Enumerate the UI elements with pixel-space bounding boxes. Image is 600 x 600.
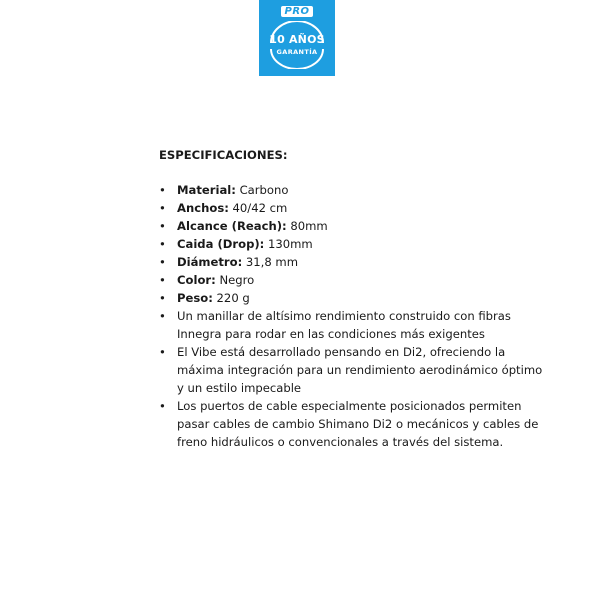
spec-description-cable-ports — [159, 397, 544, 451]
spec-item-reach — [159, 217, 544, 235]
spec-value: 130mm — [264, 237, 313, 251]
bullet-icon: • — [159, 309, 166, 323]
badge-warranty-label: GARANTÍA — [276, 48, 318, 56]
spec-item-widths — [159, 199, 544, 217]
spec-description-integration — [159, 343, 544, 397]
bullet-icon: • — [159, 237, 166, 251]
spec-label: Peso: — [177, 291, 213, 305]
pro-logo — [259, 6, 335, 17]
bullet-icon: • — [159, 201, 166, 215]
spec-item-diameter — [159, 253, 544, 271]
spec-value: 31,8 mm — [242, 255, 299, 269]
specifications-list — [159, 181, 544, 451]
spec-value: 40/42 cm — [228, 201, 288, 215]
spec-item-material — [159, 181, 544, 199]
bullet-icon: • — [159, 183, 166, 197]
bullet-icon: • — [159, 291, 166, 305]
spec-label: Color: — [177, 273, 216, 287]
spec-description-text: Un manillar de altísimo rendimiento construido con fibras Innegra para rodar en las condiciones más exigentes — [177, 309, 511, 341]
spec-description-performance — [159, 307, 544, 343]
spec-item-color — [159, 271, 544, 289]
bullet-icon: • — [159, 255, 166, 269]
spec-value: Carbono — [235, 183, 289, 197]
bullet-icon: • — [159, 345, 166, 359]
badge-years: 10 AÑOS — [269, 33, 325, 46]
spec-label: Material: — [177, 183, 236, 197]
spec-value: 80mm — [286, 219, 328, 233]
spec-label: Anchos: — [177, 201, 229, 215]
warranty-badge — [259, 0, 335, 76]
spec-label: Alcance (Reach): — [177, 219, 287, 233]
specifications-section — [159, 146, 544, 451]
spec-label: Diámetro: — [177, 255, 243, 269]
spec-item-weight — [159, 289, 544, 307]
bullet-icon: • — [159, 273, 166, 287]
spec-description-text: Los puertos de cable especialmente posicionados permiten pasar cables de cambio Shimano Di2 o mecánicos y cables de freno hidráulicos o convencionales a través del sistema. — [177, 399, 539, 449]
spec-value: 220 g — [212, 291, 250, 305]
specifications-title: ESPECIFICACIONES: — [159, 148, 288, 162]
pro-logo-text: PRO — [281, 6, 312, 17]
bullet-icon: • — [159, 399, 166, 413]
bullet-icon: • — [159, 219, 166, 233]
spec-description-text: El Vibe está desarrollado pensando en Di2, ofreciendo la máxima integración para un rendimiento aerodinámico óptimo y un estilo impecable — [177, 345, 543, 395]
spec-value: Negro — [215, 273, 255, 287]
spec-label: Caida (Drop): — [177, 237, 265, 251]
spec-item-drop — [159, 235, 544, 253]
